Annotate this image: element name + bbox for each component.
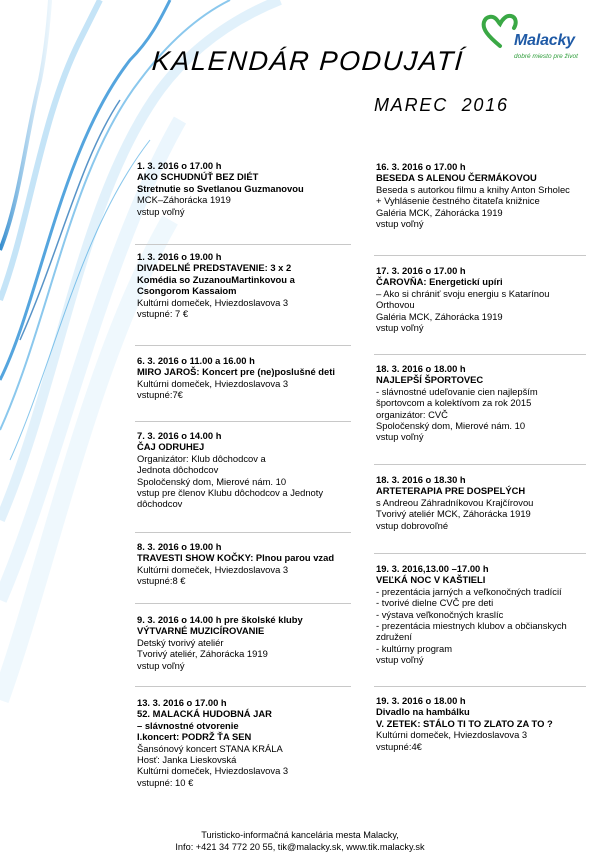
event-line: - tvorivé dielne CVČ pre deti: [376, 597, 494, 609]
event-line: - výstava veľkonočných kraslíc: [376, 608, 504, 620]
event-line: Galéria MCK, Záhorácka 1919: [376, 310, 503, 322]
event-line: Orthovou: [376, 299, 415, 311]
event-left-6: [137, 614, 363, 671]
event-right-6: [376, 695, 598, 752]
event-right-5: [376, 563, 598, 666]
event-line: združení: [376, 631, 412, 643]
event-line: vstupné:8 €: [137, 575, 186, 587]
event-line: vstupné: 7 €: [137, 308, 189, 320]
event-line: vstup voľný: [376, 322, 424, 334]
event-line: vstupné:4€: [376, 740, 422, 752]
event-line: BESEDA S ALENOU ČERMÁKOVOU: [376, 172, 537, 184]
event-line: – slávnostné otvorenie: [137, 719, 239, 731]
event-line: Tvorivý ateliér, Záhorácka 1919: [137, 648, 268, 660]
event-line: Kultúrni domeček, Hviezdoslavova 3: [137, 563, 289, 575]
event-left-2: [137, 251, 363, 319]
event-line: organizátor: CVČ: [376, 408, 448, 420]
event-line: + Vyhlásenie čestného čitateľa knižnice: [376, 195, 540, 207]
event-line: vstup voľný: [137, 659, 185, 671]
event-divider: [374, 686, 586, 687]
footer: [0, 829, 600, 853]
event-line: ČAJ ODRUHEJ: [137, 441, 205, 453]
event-line: Kultúrni domeček, Hviezdoslavova 3: [376, 729, 528, 741]
event-line: Detský tvorivý ateliér: [137, 636, 224, 648]
event-line: vstupné: 10 €: [137, 776, 194, 788]
event-date: 7. 3. 2016 o 14.00 h: [137, 430, 222, 441]
event-line: Jednota dôchodcov: [137, 464, 219, 476]
event-date: 17. 3. 2016 o 17.00 h: [376, 265, 466, 276]
event-line: dôchodcov: [137, 498, 183, 510]
event-line: Šansónový koncert STANA KRÁLA: [137, 742, 283, 754]
event-line: Hosť: Janka Lieskovská: [137, 754, 237, 766]
event-line: vstupné:7€: [137, 389, 183, 401]
event-date: 13. 3. 2016 o 17.00 h: [137, 697, 227, 708]
logo-name: Malacky: [514, 32, 575, 49]
event-line: AKO SCHUDNÚŤ BEZ DIÉT: [137, 171, 259, 183]
event-divider: [135, 345, 351, 346]
event-line: - kultúrny program: [376, 642, 453, 654]
event-line: vstup voľný: [376, 431, 424, 443]
event-line: VÝTVARNÉ MUZICÍROVANIE: [137, 625, 265, 637]
event-line: Galéria MCK, Záhorácka 1919: [376, 206, 503, 218]
event-date: 16. 3. 2016 o 17.00 h: [376, 161, 466, 172]
event-left-4: [137, 430, 363, 510]
event-line: - prezentácia jarných a veľkonočných tradícií: [376, 585, 562, 597]
event-line: ČAROVŇA: Energetickí upíri: [376, 276, 503, 288]
event-line: vstup pre členov Klubu dôchodcov a Jednoty: [137, 487, 324, 499]
event-line: Tvorivý ateliér MCK, Záhorácka 1919: [376, 508, 531, 520]
event-line: športovcom a kolektívom za rok 2015: [376, 397, 532, 409]
event-line: – Ako si chrániť svoju energiu s Katarínou: [376, 287, 550, 299]
malacky-logo: [480, 12, 595, 74]
event-line: 52. MALACKÁ HUDOBNÁ JAR: [137, 708, 272, 720]
event-date: 1. 3. 2016 o 19.00 h: [137, 251, 222, 262]
event-divider: [135, 244, 351, 245]
footer-line-1: Turisticko-informačná kancelária mesta Malacky,: [201, 830, 399, 840]
event-line: s Andreou Záhradníkovou Krajčírovou: [376, 496, 534, 508]
footer-line-2: Info: +421 34 772 20 55, tik@malacky.sk, www.tik.malacky.sk: [175, 842, 425, 852]
event-line: vstup voľný: [376, 218, 424, 230]
event-left-7: [137, 697, 363, 788]
event-line: vstup dobrovoľné: [376, 519, 449, 531]
event-right-3: [376, 363, 598, 443]
event-line: ARTETERAPIA PRE DOSPELÝCH: [376, 485, 526, 497]
event-line: - prezentácia miestnych klubov a občianskych: [376, 620, 567, 632]
page-subtitle: MAREC 2016: [374, 95, 509, 115]
event-line: Spoločenský dom, Mierové nám. 10: [137, 475, 287, 487]
event-line: Kultúrni domeček, Hviezdoslavova 3: [137, 296, 289, 308]
event-line: MIRO JAROŠ: Koncert pre (ne)poslušné deti: [137, 366, 335, 378]
event-right-2: [376, 265, 598, 333]
event-line: Spoločenský dom, Mierové nám. 10: [376, 420, 526, 432]
event-line: V. ZETEK: STÁLO TI TO ZLATO ZA TO ?: [376, 717, 553, 729]
event-divider: [374, 464, 586, 465]
event-left-1: [137, 160, 363, 217]
event-line: Divadlo na hambálku: [376, 706, 470, 718]
event-line: vstup voľný: [376, 654, 424, 666]
event-divider: [135, 421, 351, 422]
event-divider: [135, 532, 351, 533]
event-date: 8. 3. 2016 o 19.00 h: [137, 541, 222, 552]
event-line: NAJLEPŠÍ ŠPORTOVEC: [376, 374, 484, 386]
event-date: 1. 3. 2016 o 17.00 h: [137, 160, 222, 171]
event-divider: [374, 553, 586, 554]
event-divider: [374, 255, 586, 256]
event-date: 19. 3. 2016,13.00 –17.00 h: [376, 563, 489, 574]
event-line: Kultúrni domeček, Hviezdoslavova 3: [137, 377, 289, 389]
event-line: I.koncert: PODRŽ ŤA SEN: [137, 731, 252, 743]
event-divider: [374, 354, 586, 355]
page-title: KALENDÁR PODUJATÍ: [150, 46, 465, 76]
event-right-1: [376, 161, 598, 229]
logo-tagline: dobré miesto pre život: [514, 53, 578, 60]
event-line: Beseda s autorkou filmu a knihy Anton Srholec: [376, 183, 570, 195]
event-line: vstup voľný: [137, 205, 185, 217]
event-date: 6. 3. 2016 o 11.00 a 16.00 h: [137, 355, 255, 366]
event-line: MCK–Záhorácka 1919: [137, 194, 231, 206]
event-line: Stretnutie so Svetlanou Guzmanovou: [137, 182, 304, 194]
event-line: Kultúrni domeček, Hviezdoslavova 3: [137, 765, 289, 777]
event-left-5: [137, 541, 363, 587]
event-line: DIVADELNÉ PREDSTAVENIE: 3 x 2: [137, 262, 292, 274]
event-date: 19. 3. 2016 o 18.00 h: [376, 695, 466, 706]
event-left-3: [137, 355, 363, 401]
event-line: VEĽKÁ NOC V KAŠTIELI: [376, 574, 486, 586]
event-line: Organizátor: Klub dôchodcov a: [137, 452, 266, 464]
event-line: TRAVESTI SHOW KOČKY: Plnou parou vzad: [137, 552, 335, 564]
event-date: 18. 3. 2016 o 18.30 h: [376, 474, 466, 485]
event-line: - slávnostné udeľovanie cien najlepším: [376, 385, 538, 397]
event-divider: [135, 603, 351, 604]
event-line: Komédia so ZuzanouMartinkovou a: [137, 273, 295, 285]
event-right-4: [376, 474, 598, 531]
event-line: Csongorom Kassaiom: [137, 285, 237, 297]
event-date: 9. 3. 2016 o 14.00 h pre školské kluby: [137, 614, 303, 625]
event-divider: [135, 686, 351, 687]
event-date: 18. 3. 2016 o 18.00 h: [376, 363, 466, 374]
